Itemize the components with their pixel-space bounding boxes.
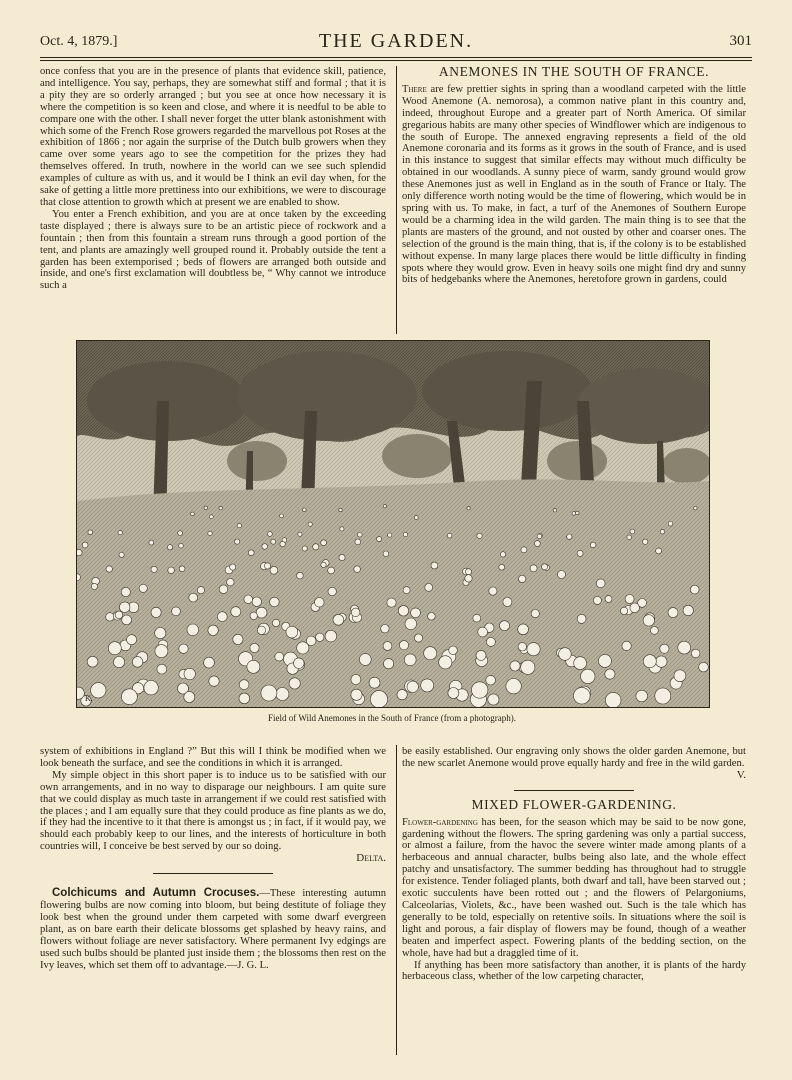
anemone-flower bbox=[478, 627, 488, 637]
anemone-flower bbox=[91, 583, 97, 589]
anemone-flower bbox=[268, 532, 273, 537]
anemone-flower bbox=[127, 635, 137, 645]
anemone-flower bbox=[398, 606, 408, 616]
left-column-bottom bbox=[40, 746, 386, 1061]
anemone-flower bbox=[466, 569, 472, 575]
anemone-flower bbox=[151, 607, 161, 617]
anemone-flower bbox=[381, 625, 389, 633]
anemone-flower bbox=[139, 584, 147, 592]
anemone-flower bbox=[521, 660, 535, 674]
anemone-flower bbox=[91, 683, 106, 698]
anemone-flower bbox=[321, 540, 327, 546]
anemone-flower bbox=[668, 608, 678, 618]
anemone-flower bbox=[155, 628, 166, 639]
anemone-flower bbox=[250, 643, 259, 652]
article-paragraph: once confess that you are in the presence of plants that evidence skill, patience, and intelligence. You say, perhaps, they are somewhat stiff and formal ; that it is a pity they are so orderly arranged ; but you see at once how necessary it is where the competition is so keen and close, and where it is needful to be able to compare one with the other. I shall never forget the utter blank astonishment with which some of the French Rose growers regarded the marvellous pot Roses at the exhibition of 1866 ; nor again the surprise of the Dutch bulb growers when they came over some years ago to see the competition for the prizes they had themselves offered. In truth, nowhere in the world can we see such splendid examples of culture as with us, and it would be I think an evil day when, for the sake of getting a little more prettiness into our exhibitions, we were to discourage that close attention to growth which at present we are enabled to show. bbox=[40, 66, 386, 208]
anemone-flower bbox=[383, 505, 386, 508]
header-rule bbox=[40, 57, 752, 58]
anemone-flower bbox=[472, 682, 488, 698]
column-divider-bottom bbox=[396, 745, 397, 1055]
anemone-flower bbox=[449, 646, 458, 655]
anemone-flower bbox=[219, 506, 222, 509]
anemone-flower bbox=[264, 563, 270, 569]
article-paragraph: You enter a French exhibition, and you are at once taken by the exceeding taste displayed ; there is always sure to be an artistic piece of rockwork and a fountain ; then from this fountain a stream runs through a good portion of the tent, and plants are amazingly well grouped round it. Probably outside the tent a garden has been extemporised ; beds of flowers are arranged both outside and inside, and one's first exclamation will doubtless be, “ Why cannot we introduce such a bbox=[40, 208, 386, 292]
anemone-flower bbox=[690, 585, 699, 594]
anemone-flower bbox=[694, 507, 697, 510]
anemones-continuation: be easily established. Our engraving only shows the older garden Anemone, but the new scarlet Anemone would prove equally hardy and free in the wild garden. bbox=[402, 746, 746, 769]
anemone-flower bbox=[179, 566, 185, 572]
anemone-flower bbox=[414, 634, 422, 642]
anemone-flower bbox=[77, 549, 82, 555]
anemone-flower bbox=[355, 539, 361, 545]
anemone-flower bbox=[518, 624, 529, 635]
anemone-flower bbox=[191, 512, 195, 516]
anemone-flower bbox=[88, 530, 93, 535]
anemone-flower bbox=[499, 564, 505, 570]
anemone-flower bbox=[535, 541, 541, 547]
anemone-flower bbox=[121, 587, 130, 596]
anemone-flower bbox=[239, 693, 250, 704]
anemone-flower bbox=[384, 659, 394, 669]
anemone-flower bbox=[403, 587, 410, 594]
anemone-flower bbox=[354, 566, 361, 573]
anemone-flower bbox=[572, 512, 576, 516]
anemone-flower bbox=[383, 551, 389, 557]
anemone-flower bbox=[118, 530, 122, 534]
engraver-mark: K. bbox=[85, 694, 93, 703]
page-number: 301 bbox=[729, 33, 752, 49]
anemone-flower bbox=[272, 619, 279, 626]
anemone-flower bbox=[500, 552, 505, 557]
anemone-flower bbox=[691, 649, 700, 658]
left-column-top bbox=[40, 66, 386, 338]
anemone-flower bbox=[683, 605, 693, 615]
anemone-flower bbox=[340, 527, 344, 531]
anemone-flower bbox=[598, 654, 611, 667]
anemone-flower bbox=[486, 675, 496, 685]
anemone-flower bbox=[558, 571, 566, 579]
anemone-flower bbox=[230, 564, 236, 570]
anemone-flower bbox=[119, 552, 124, 557]
anemone-flower bbox=[531, 610, 539, 618]
anemone-flower bbox=[620, 607, 627, 614]
anemone-flower bbox=[553, 509, 556, 512]
anemone-flower bbox=[184, 668, 195, 679]
anemone-field-engraving bbox=[76, 340, 710, 708]
anemone-flower bbox=[519, 575, 526, 582]
anemone-flower bbox=[473, 614, 481, 622]
anemone-flower bbox=[204, 506, 207, 509]
anemone-flower bbox=[377, 537, 382, 542]
anemone-flower bbox=[660, 530, 664, 534]
right-column-top bbox=[402, 66, 746, 338]
anemone-flower bbox=[197, 587, 204, 594]
anemone-flower bbox=[605, 596, 612, 603]
anemone-flower bbox=[643, 539, 648, 544]
anemone-flower bbox=[581, 669, 595, 683]
right-column-bottom bbox=[402, 746, 746, 1061]
anemone-flower bbox=[590, 542, 596, 548]
anemone-flower bbox=[414, 516, 418, 520]
anemone-flower bbox=[488, 694, 499, 705]
anemone-flower bbox=[115, 611, 123, 619]
anemone-flower bbox=[204, 657, 215, 668]
anemone-flower bbox=[114, 657, 125, 668]
anemone-flower bbox=[252, 597, 261, 606]
anemone-flower bbox=[605, 669, 615, 679]
anemone-flower bbox=[387, 598, 396, 607]
anemone-flower bbox=[668, 522, 673, 527]
anemone-flower bbox=[270, 566, 278, 574]
anemone-flower bbox=[574, 657, 587, 670]
anemone-flower bbox=[630, 529, 635, 534]
anemone-flower bbox=[577, 614, 586, 623]
anemone-flower bbox=[369, 677, 380, 688]
anemone-flower bbox=[370, 691, 387, 707]
anemone-flower bbox=[448, 688, 459, 699]
anemone-flower bbox=[184, 692, 195, 703]
anemone-flower bbox=[144, 681, 158, 695]
anemone-flower bbox=[674, 670, 686, 682]
anemone-flower bbox=[87, 656, 98, 667]
anemone-flower bbox=[270, 597, 280, 607]
engraving-illustration bbox=[77, 341, 709, 707]
section-rule bbox=[153, 873, 273, 874]
anemone-flower bbox=[219, 585, 228, 594]
colchicum-text: —These interesting autumn flowering bulbs are now coming into bloom, but being destitute of foliage they look best when the ground under them carpeted with some dwarf evergreen plant, as on bare earth their delicate blossoms get splashed by heavy rains, and flowers without foliage are never satisfactory. Where permanent Ivy edgings are used such bulbs should be planted just inside them ; the blossoms then rest on the Ivy leaves, which set them off to advantage.—J. G. L. bbox=[40, 888, 387, 971]
anemone-flower bbox=[537, 534, 542, 539]
anemone-flower bbox=[605, 692, 621, 707]
anemone-flower bbox=[521, 547, 527, 553]
mixed-flower-paragraph bbox=[402, 817, 746, 960]
anemone-flower bbox=[209, 515, 213, 519]
anemone-flower bbox=[527, 643, 540, 656]
anemone-flower bbox=[339, 554, 345, 560]
anemone-flower bbox=[421, 679, 434, 692]
anemone-flower bbox=[405, 618, 417, 630]
anemone-flower bbox=[82, 542, 88, 548]
anemone-flower bbox=[506, 679, 521, 694]
header-title: THE GARDEN. bbox=[318, 30, 474, 52]
anemone-flower bbox=[447, 533, 452, 538]
anemone-flower bbox=[286, 626, 298, 638]
illustration-caption: Field of Wild Anemones in the South of France (from a photograph). bbox=[268, 713, 516, 723]
anemone-flower bbox=[428, 613, 436, 621]
anemone-flower bbox=[576, 511, 579, 514]
anemone-flower bbox=[476, 650, 486, 660]
anemone-flower bbox=[399, 641, 408, 650]
anemone-flower bbox=[208, 625, 218, 635]
anemone-flower bbox=[567, 534, 572, 539]
anemone-flower bbox=[431, 562, 438, 569]
page-header bbox=[40, 30, 752, 56]
anemone-flower bbox=[439, 656, 452, 669]
anemone-flower bbox=[465, 575, 472, 582]
anemone-flower bbox=[217, 612, 227, 622]
anemone-flower bbox=[403, 532, 407, 536]
anemone-flower bbox=[132, 657, 143, 668]
anemone-flower bbox=[411, 608, 421, 618]
anemone-flower bbox=[503, 598, 512, 607]
anemone-flower bbox=[257, 626, 265, 634]
anemone-flower bbox=[636, 690, 648, 702]
article-paragraph: system of exhibitions in England ?” But this will I think be modified when we look beneath the surface, and see the conditions in which it is arranged. bbox=[40, 746, 386, 769]
anemone-flower bbox=[404, 654, 416, 666]
anemone-flower bbox=[316, 633, 324, 641]
anemone-flower bbox=[574, 687, 591, 704]
anemone-flower bbox=[168, 567, 175, 574]
anemone-flower bbox=[297, 642, 309, 654]
anemone-flower bbox=[359, 654, 371, 666]
anemone-flower bbox=[593, 596, 601, 604]
anemone-flower bbox=[122, 615, 132, 625]
anemone-flower bbox=[627, 535, 632, 540]
anemone-flower bbox=[477, 533, 482, 538]
mixed-flower-paragraph: If anything has been more satisfactory than another, it is plants of the hardy herbaceous class, whether of the low carpeting character, bbox=[402, 959, 746, 983]
anemone-flower bbox=[261, 685, 277, 701]
anemone-flower bbox=[678, 641, 691, 654]
anemone-flower bbox=[510, 661, 520, 671]
anemone-flower bbox=[189, 593, 198, 602]
anemone-flower bbox=[289, 678, 300, 689]
anemone-flower bbox=[275, 652, 284, 661]
anemone-flower bbox=[106, 613, 114, 621]
anemone-flower bbox=[294, 658, 305, 669]
column-divider-top bbox=[396, 66, 397, 334]
anemone-flower bbox=[622, 641, 631, 650]
anemone-flower bbox=[209, 676, 219, 686]
anemone-flower bbox=[276, 688, 289, 701]
anemone-flower bbox=[239, 680, 249, 690]
header-date: Oct. 4, 1879.] bbox=[40, 34, 118, 49]
anemone-flower bbox=[237, 523, 241, 527]
anemone-flower bbox=[179, 543, 184, 548]
anemone-flower bbox=[157, 664, 167, 674]
anemone-flower bbox=[280, 541, 285, 546]
anemone-flower bbox=[656, 656, 667, 667]
anemone-flower bbox=[358, 533, 363, 538]
anemones-lead-word: There bbox=[402, 83, 427, 95]
anemone-flower bbox=[559, 648, 572, 661]
mixed-flower-lead-word: Flower-gardening bbox=[402, 816, 478, 828]
anemone-flower bbox=[179, 644, 188, 653]
anemone-flower bbox=[208, 531, 212, 535]
anemone-flower bbox=[233, 634, 243, 644]
anemone-flower bbox=[248, 550, 254, 556]
anemone-flower bbox=[247, 660, 260, 673]
anemone-flower bbox=[108, 642, 121, 655]
anemone-flower bbox=[262, 544, 268, 550]
article-paragraph: My simple object in this short paper is to induce us to be satisfied with our own arrangements, and in no way to disparage our neighbours. I am quite sure that we could display as much taste in arrangement if we could rest satisfied with the places ; and I am equally sure that they could produce as fine plants as we do, if they had the incentive to it that there is amongst us ; in fact, if it would pay, we should each probably keep to our lines, and the interests of horticulture in both countries will, I conceive be best served by our so doing. bbox=[40, 769, 386, 853]
anemone-flower bbox=[651, 627, 659, 635]
anemone-flower bbox=[178, 531, 183, 536]
anemone-flower bbox=[328, 587, 336, 595]
anemone-flower bbox=[643, 655, 656, 668]
anemone-flower bbox=[351, 675, 361, 685]
anemone-flower bbox=[486, 637, 495, 646]
mixed-flower-heading: MIXED FLOWER-GARDENING. bbox=[471, 796, 677, 812]
anemone-flower bbox=[250, 612, 257, 619]
anemone-flower bbox=[530, 565, 537, 572]
anemones-text: are few prettier sights in spring than a woodland carpeted with the little Wood Anemone (A. nemorosa), a common native plant in this country and, indeed, throughout Europe and a greater part of North America. Of similar gregarious habits are many other species of Windflower which are indigenous to the south of Europe. The annexed engraving represents a field of the old Anemone coronaria and its forms as it grows in the south of France, and is used in this instance to suggest that similar effects may without much difficulty be obtained in our woodlands. A sunny piece of warm, sandy ground would grow these Anemones just as well in England as in the south of France or Italy. The only difference worth noting would be the time of flowering, which would be in spring with us. To make, in fact, a turf of the Anemones of Southern Europe would be a charming idea in the wild garden. The main thing is to see that the plants are masters of the ground, and not ousted by other and coarser ones. The selection of the ground is the main thing, that is, if the colony is to be established without expense. In many large places there would be little difficulty in finding spots where they would grow. Even in heavy soils one might find dry and sunny bits of hedgebanks where the Anemones, heretofore grown in gardens, could bbox=[402, 83, 746, 286]
anemones-paragraph bbox=[402, 84, 746, 286]
colchicum-paragraph bbox=[40, 888, 386, 971]
anemone-flower bbox=[271, 539, 276, 544]
anemone-flower bbox=[119, 602, 130, 613]
v-signature: V. bbox=[736, 768, 746, 781]
delta-signature: Delta. bbox=[356, 852, 386, 865]
anemone-flower bbox=[643, 615, 654, 626]
anemone-flower bbox=[425, 584, 433, 592]
anemone-flower bbox=[407, 681, 418, 692]
anemone-flower bbox=[122, 689, 138, 705]
anemone-flower bbox=[542, 564, 548, 570]
anemone-flower bbox=[313, 544, 319, 550]
anemone-flower bbox=[167, 545, 172, 550]
anemone-flower bbox=[302, 546, 307, 551]
anemone-flower bbox=[325, 630, 337, 642]
anemone-flower bbox=[155, 645, 168, 658]
anemone-flower bbox=[328, 567, 335, 574]
anemone-flower bbox=[500, 621, 510, 631]
anemone-flower bbox=[518, 643, 526, 651]
anemone-flower bbox=[339, 508, 342, 511]
anemone-flower bbox=[467, 507, 470, 510]
anemone-flower bbox=[235, 539, 240, 544]
anemone-flower bbox=[106, 566, 112, 572]
anemone-flower bbox=[149, 540, 154, 545]
anemone-flower bbox=[256, 607, 267, 618]
anemone-flower bbox=[655, 688, 671, 704]
anemone-flower bbox=[333, 614, 344, 625]
section-rule bbox=[514, 790, 634, 791]
anemone-flower bbox=[151, 566, 157, 572]
anemone-flower bbox=[596, 579, 605, 588]
anemone-flower bbox=[424, 647, 437, 660]
anemone-flower bbox=[308, 522, 312, 526]
anemone-flower bbox=[321, 562, 326, 567]
anemone-flower bbox=[625, 595, 634, 604]
anemone-flower bbox=[383, 642, 392, 651]
anemone-flower bbox=[397, 690, 407, 700]
anemone-flower bbox=[388, 533, 392, 537]
anemone-flower bbox=[489, 587, 497, 595]
mixed-flower-text: has been, for the season which may be said to be now gone, gardening without the flowers. The spring gardening was only a partial success, or almost a failure, from the havoc the severe winter made among plants of a herbaceous and annual character, bulbs being also late, and the whole effect patchy and unsatisfactory. The summer bedding has throughout had to struggle for existence. Tender foliaged plants, both dwarf and tall, have been starved out ; exotic succulents have been rotted out ; and the flowers of Pelargoniums, Calceolarias, Violets, &c., have been washed out. Such is the tale which has generally to be told, especially on retentive soils. In situations where the soil is light and porous, a fair display of flowers may be found, though of a weather beaten and imperfect aspect. Fowering plants of the bedding section, on the whole, have had but a draggled time of it. bbox=[402, 816, 746, 959]
header-rule-second bbox=[40, 60, 752, 61]
anemone-flower bbox=[172, 607, 181, 616]
anemone-flower bbox=[187, 624, 199, 636]
anemone-flower bbox=[227, 579, 234, 586]
anemone-flower bbox=[244, 595, 253, 604]
anemone-flower bbox=[280, 514, 284, 518]
anemone-flower bbox=[303, 508, 306, 511]
anemone-flower bbox=[699, 662, 709, 672]
anemone-flower bbox=[297, 572, 304, 579]
anemone-flower bbox=[351, 608, 360, 617]
anemone-flower bbox=[231, 607, 241, 617]
anemone-flower bbox=[351, 689, 362, 700]
anemone-flower bbox=[577, 550, 583, 556]
anemone-flower bbox=[660, 644, 669, 653]
anemone-flower bbox=[298, 532, 302, 536]
anemone-flower bbox=[638, 599, 647, 608]
anemones-heading: ANEMONES IN THE SOUTH OF FRANCE. bbox=[438, 64, 710, 79]
anemone-flower bbox=[656, 548, 662, 554]
anemone-flower bbox=[315, 598, 325, 608]
colchicum-heading: Colchicums and Autumn Crocuses. bbox=[52, 887, 260, 900]
